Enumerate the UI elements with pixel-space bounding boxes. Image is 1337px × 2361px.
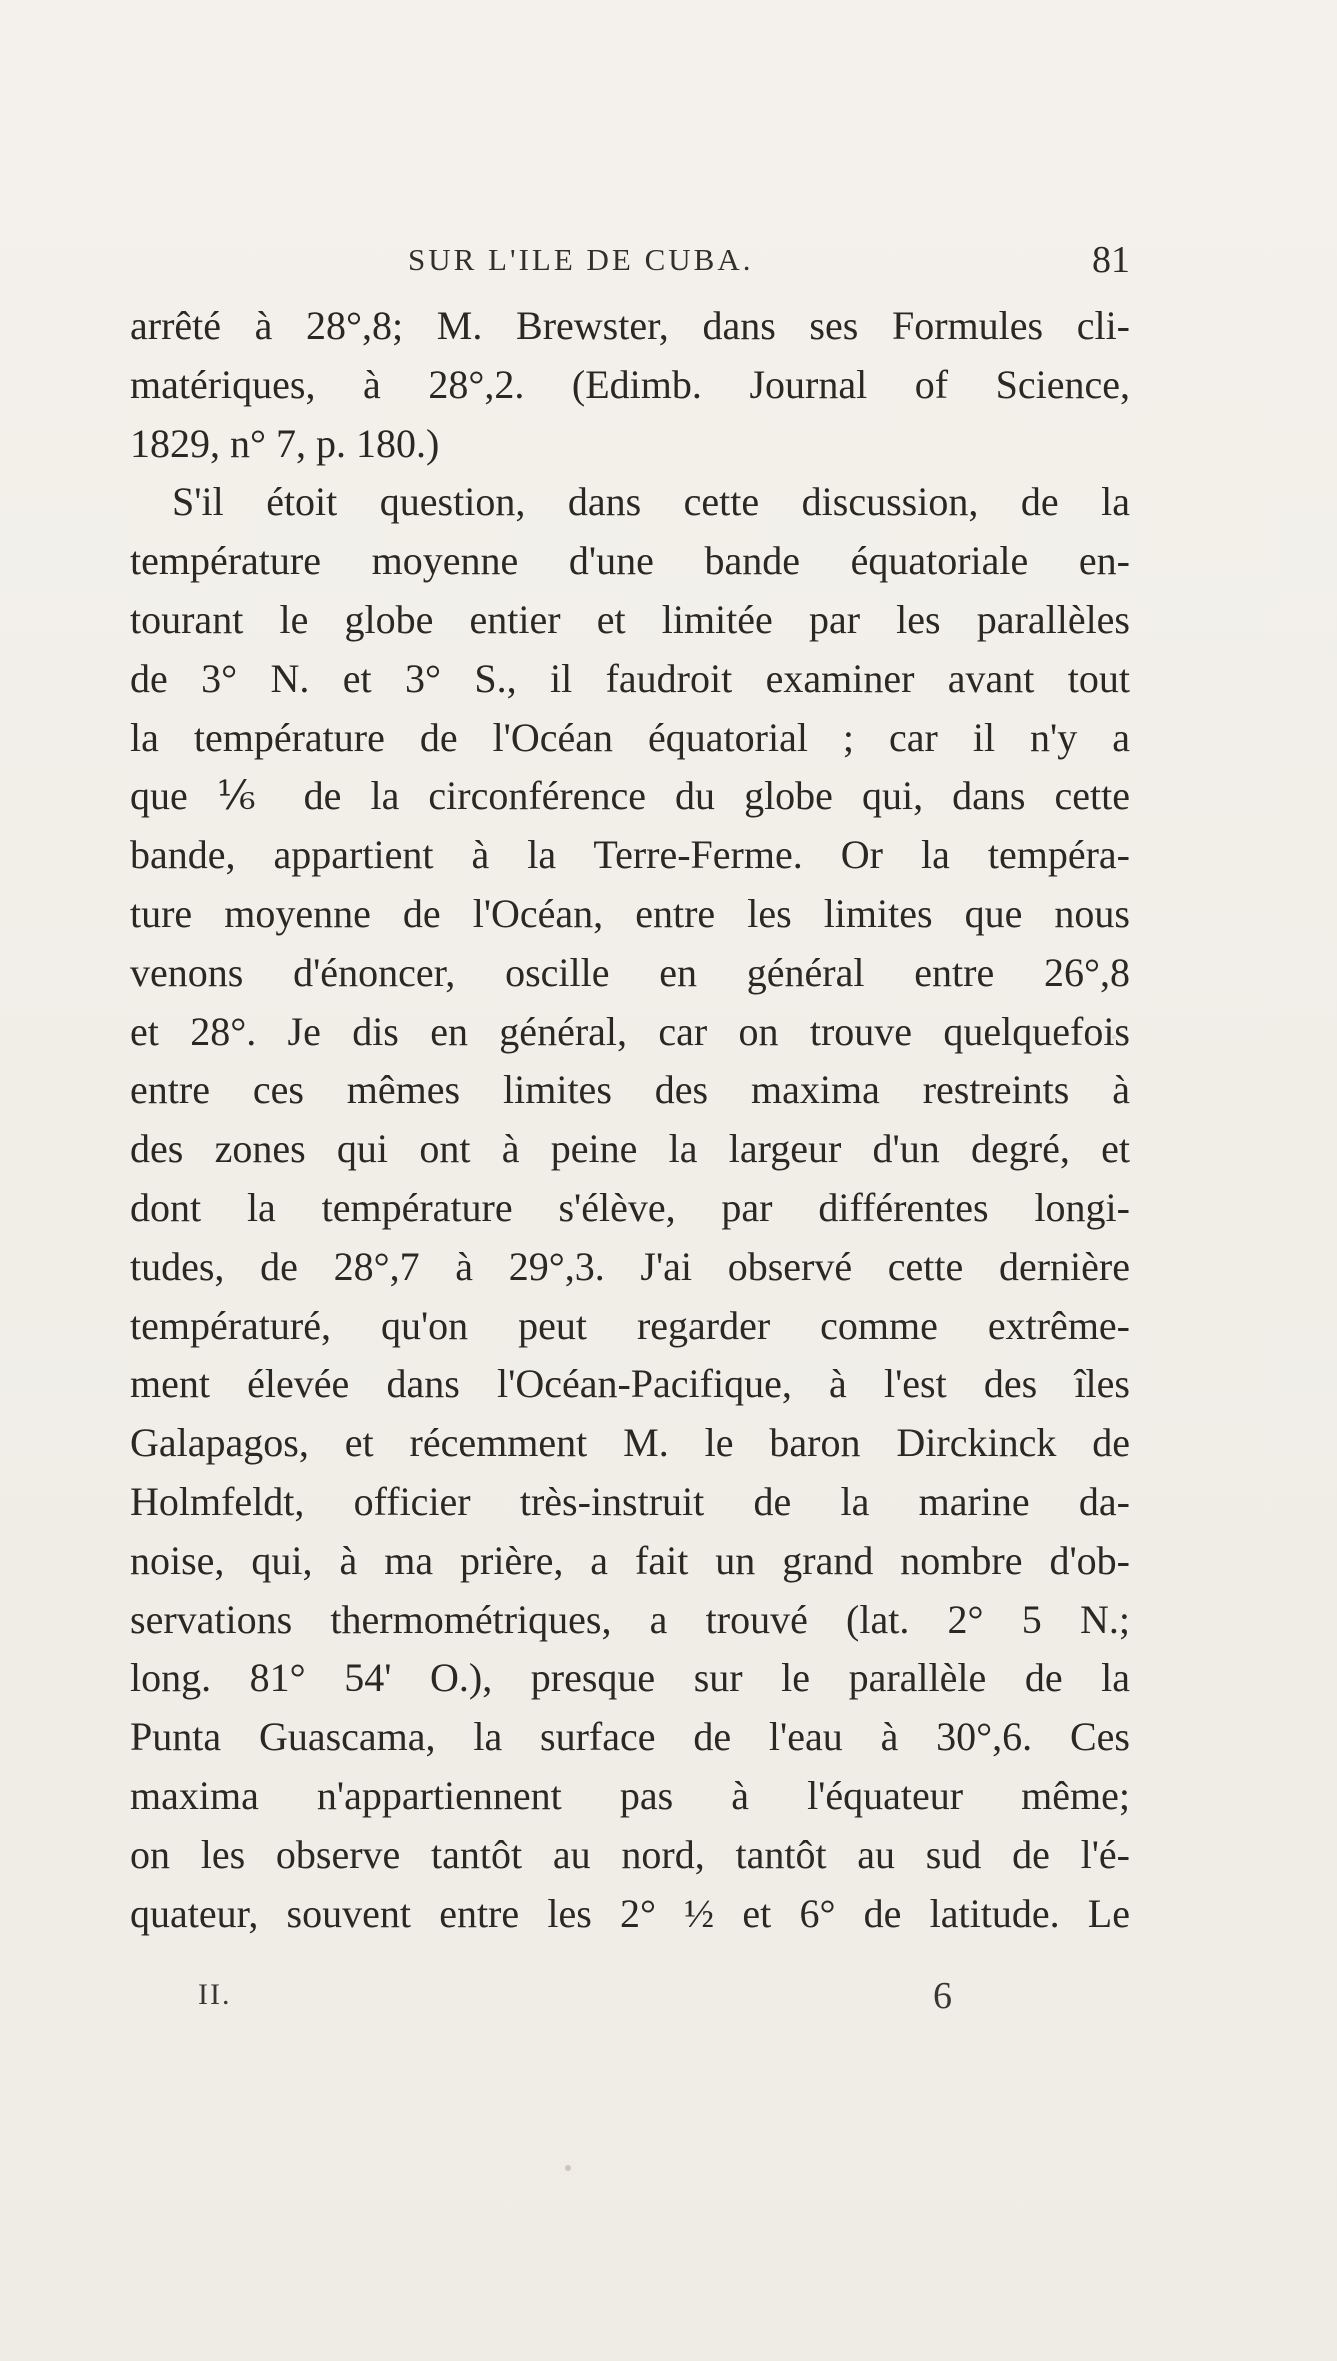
text-line: température moyenne d'une bande équatoriale en-: [130, 538, 1130, 584]
text-line: ment élevée dans l'Océan-Pacifique, à l'est des îles: [130, 1361, 1130, 1407]
signature-letter: 6: [933, 1975, 952, 2017]
paper-speck: [565, 2165, 571, 2171]
body-text: [130, 297, 1130, 1943]
text-line: arrêté à 28°,8; M. Brewster, dans ses Formules cli-: [130, 303, 1130, 348]
text-line: 1829, n° 7, p. 180.): [130, 420, 440, 466]
page-header: [130, 238, 1130, 288]
text-line: maxima n'appartiennent pas à l'équateur même;: [130, 1772, 1130, 1818]
text-line: bande, appartient à la Terre-Ferme. Or la tempéra-: [130, 832, 1130, 878]
text-line: la température de l'Océan équatorial ; car il n'y a: [130, 714, 1130, 760]
page-footer: [198, 1975, 998, 2028]
text-line: Punta Guascama, la surface de l'eau à 30°,6. Ces: [130, 1714, 1130, 1760]
text-line: Holmfeldt, officier très-instruit de la marine da-: [130, 1478, 1130, 1524]
text-line: températuré, qu'on peut regarder comme extrême-: [130, 1302, 1130, 1348]
text-line: ture moyenne de l'Océan, entre les limites que nous: [130, 890, 1130, 936]
text-line: de 3° N. et 3° S., il faudroit examiner avant tout: [130, 655, 1130, 701]
text-line: long. 81° 54' O.), presque sur le parallèle de la: [130, 1655, 1130, 1701]
text-line: S'il étoit question, dans cette discussion, de la: [172, 479, 1130, 525]
text-line: venons d'énoncer, oscille en général entre 26°,8: [130, 949, 1130, 995]
text-line: entre ces mêmes limites des maxima restreints à: [130, 1067, 1130, 1113]
text-line: tourant le globe entier et limitée par les parallèles: [130, 596, 1130, 642]
paper-speck: [1112, 1035, 1116, 1039]
text-line: tudes, de 28°,7 à 29°,3. J'ai observé cette dernière: [130, 1243, 1130, 1289]
text-line: et 28°. Je dis en général, car on trouve quelquefois: [130, 1008, 1130, 1054]
text-line: noise, qui, à ma prière, a fait un grand nombre d'ob-: [130, 1537, 1130, 1583]
text-line: Galapagos, et récemment M. le baron Dirckinck de: [130, 1420, 1130, 1466]
text-line: on les observe tantôt au nord, tantôt au sud de l'é-: [130, 1831, 1130, 1877]
running-title: SUR L'ILE DE CUBA.: [408, 242, 754, 277]
text-line: que ⅙ de la circonférence du globe qui, dans cette: [130, 773, 1130, 819]
text-line: des zones qui ont à peine la largeur d'un degré, et: [130, 1126, 1130, 1172]
text-line: quateur, souvent entre les 2° ½ et 6° de latitude. Le: [130, 1890, 1130, 1936]
signature-mark: II.: [198, 1978, 232, 2011]
page-number: 81: [1092, 239, 1130, 281]
text-line: dont la température s'élève, par différentes longi-: [130, 1184, 1130, 1230]
text-line: servations thermométriques, a trouvé (lat. 2° 5 N.;: [130, 1596, 1130, 1642]
text-line: matériques, à 28°,2. (Edimb. Journal of Science,: [130, 361, 1130, 407]
